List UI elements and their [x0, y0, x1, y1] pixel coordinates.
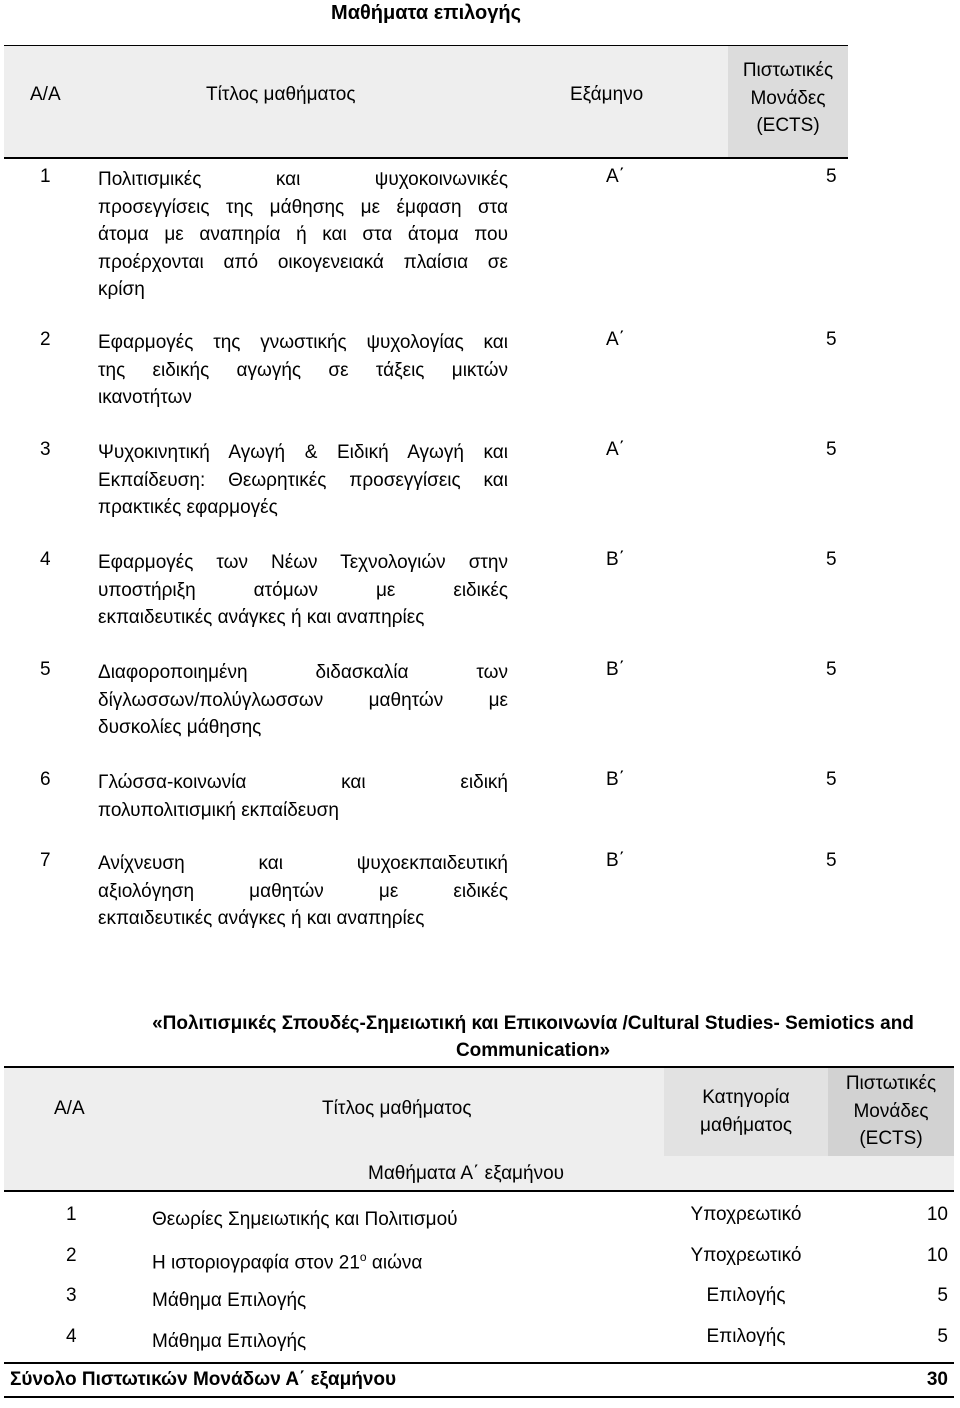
table1-row-title — [98, 659, 508, 742]
table2-row-title-superscript: ο — [359, 1250, 367, 1264]
table1-row-title — [98, 439, 508, 522]
table1-row-title-line: πρακτικές εφαρμογές — [98, 497, 278, 518]
table2-header-title: Τίτλος μαθήματος — [322, 1098, 472, 1119]
table2-row-category: Υποχρεωτικό — [690, 1204, 802, 1225]
table2-top-rule — [4, 1066, 954, 1068]
table1-header-rule — [4, 157, 848, 159]
table2-title: «Πολιτισμικές Σπουδές-Σημειωτική και Επικοινωνία /Cultural Studies- Semiotics and Communication» — [152, 1013, 914, 1061]
table1-row-credits: 5 — [826, 850, 837, 871]
table2-row-title — [152, 1209, 458, 1231]
table1-row-credits: 5 — [826, 659, 837, 680]
table2-row-credits: 5 — [937, 1326, 948, 1347]
table2-row-category: Επιλογής — [706, 1326, 786, 1347]
table1-row-title-line: ικανοτήτων — [98, 387, 192, 408]
table2-semester-label: Μαθήματα Α΄ εξαμήνου — [368, 1163, 565, 1184]
table1-row-number: 1 — [40, 166, 51, 187]
table2-row-title — [152, 1331, 306, 1353]
table1-row-title — [98, 769, 508, 824]
table1-row-title-line: εκπαιδευτικές ανάγκες ή και αναπηρίες — [98, 908, 425, 929]
table1-row-title — [98, 329, 508, 412]
table1-row-title-line: εκπαιδευτικές ανάγκες ή και αναπηρίες — [98, 607, 425, 628]
table1-row-title-line: πολυπολιτισμική εκπαίδευση — [98, 799, 339, 821]
table1-row-title-line: Ανίχνευση και ψυχοεκπαιδευτική — [98, 853, 508, 874]
table2-row-title — [152, 1250, 422, 1274]
table1-row-credits: 5 — [826, 769, 837, 790]
table2-bottom-rule — [4, 1396, 954, 1398]
table1-row-title-line: δυσκολίες μάθησης — [98, 717, 262, 738]
table1-top-rule — [4, 45, 848, 46]
table2-row-title-text: Η ιστοριογραφία στον 21 — [152, 1252, 360, 1274]
table1-header-credits: Πιστωτικές Μονάδες (ECTS) — [742, 60, 834, 136]
table1-row-number: 7 — [40, 850, 51, 871]
table1-title: Μαθήματα επιλογής — [331, 2, 521, 24]
table2-row-title-text: Θεωρίες Σημειωτικής και Πολιτισμού — [152, 1209, 458, 1230]
table1-header-aa: Α/Α — [30, 84, 61, 105]
table1-row-title-line: προέρχονται από οικογενειακά πλαίσια σε — [98, 251, 508, 273]
table2-header-rule — [4, 1190, 954, 1192]
table2-row-title — [152, 1290, 306, 1312]
table1-header-background — [4, 46, 848, 158]
table1-row-credits: 5 — [826, 549, 837, 570]
table2-row-credits: 10 — [926, 1204, 948, 1225]
table1-row-semester: Β΄ — [606, 659, 625, 680]
table2-header-aa: Α/Α — [54, 1098, 85, 1119]
table2-total-top-rule — [4, 1362, 954, 1364]
table2-row-title-suffix: αιώνα — [366, 1252, 423, 1274]
table1-row-credits: 5 — [826, 329, 837, 350]
table1-row-semester: Β΄ — [606, 769, 625, 790]
table2-row-title-text: Μάθημα Επιλογής — [152, 1331, 307, 1352]
table1-row-title-line: της ειδικής αγωγής σε τάξεις μικτών — [98, 359, 508, 381]
table2-header-credits: Πιστωτικές Μονάδες (ECTS) — [845, 1073, 937, 1149]
table2-header-category: Κατηγορία μαθήματος — [700, 1087, 792, 1136]
table1-row-title-line: Εκπαίδευση: Θεωρητικές προσεγγίσεις και — [98, 469, 508, 491]
table2-row-number: 3 — [66, 1285, 77, 1306]
table1-row-number: 3 — [40, 439, 51, 460]
table1-row-title-line: υποστήριξη ατόμων με ειδικές — [98, 579, 508, 601]
table2-row-number: 4 — [66, 1326, 77, 1347]
table1-row-title — [98, 166, 508, 304]
table1-row-title-line: Πολιτισμικές και ψυχοκοινωνικές — [98, 169, 508, 190]
table2-row-credits: 5 — [937, 1285, 948, 1306]
table1-row-title-line: κρίση — [98, 279, 145, 300]
table1-row-semester: Β΄ — [606, 549, 625, 570]
table1-row-semester: Α΄ — [606, 329, 625, 350]
table1-row-number: 6 — [40, 769, 51, 790]
table2-row-credits: 10 — [926, 1245, 948, 1266]
table1-header-title: Τίτλος μαθήματος — [206, 84, 356, 105]
table1-row-number: 5 — [40, 659, 51, 680]
table1-header-semester: Εξάμηνο — [570, 84, 644, 105]
table1-row-title — [98, 850, 508, 933]
table2-row-number: 2 — [66, 1245, 77, 1266]
table1-row-number: 4 — [40, 549, 51, 570]
table1-row-title — [98, 549, 508, 632]
table1-row-title-line: προσεγγίσεις της μάθησης με έμφαση στα — [98, 196, 508, 218]
table2-row-title-text: Μάθημα Επιλογής — [152, 1290, 307, 1311]
table2-total-label: Σύνολο Πιστωτικών Μονάδων Α΄ εξαμήνου — [10, 1369, 397, 1390]
table1-row-title-line: Διαφοροποιημένη διδασκαλία των — [98, 662, 508, 683]
table2-row-number: 1 — [66, 1204, 77, 1225]
table1-row-semester: Β΄ — [606, 850, 625, 871]
table2-total-value: 30 — [926, 1369, 948, 1390]
table1-row-title-line: αξιολόγηση μαθητών με ειδικές — [98, 880, 508, 902]
table1-row-semester: Α΄ — [606, 439, 625, 460]
table1-row-number: 2 — [40, 329, 51, 350]
table1-row-title-line: δίγλωσσων/πολύγλωσσων μαθητών με — [98, 689, 508, 711]
table2-row-category: Υποχρεωτικό — [690, 1245, 802, 1266]
table1-row-credits: 5 — [826, 166, 837, 187]
table1-row-credits: 5 — [826, 439, 837, 460]
table1-row-title-line: Εφαρμογές της γνωστικής ψυχολογίας και — [98, 332, 508, 353]
table1-row-title-line: Γλώσσα-κοινωνία και ειδική — [98, 772, 508, 793]
table1-row-title-line: Ψυχοκινητική Αγωγή & Ειδική Αγωγή και — [98, 442, 508, 463]
table1-row-semester: Α΄ — [606, 166, 625, 187]
table1-row-title-line: Εφαρμογές των Νέων Τεχνολογιών στην — [98, 552, 508, 573]
table1-row-title-line: άτομα με αναπηρία ή και στα άτομα που — [98, 224, 508, 245]
table2-row-category: Επιλογής — [706, 1285, 786, 1306]
